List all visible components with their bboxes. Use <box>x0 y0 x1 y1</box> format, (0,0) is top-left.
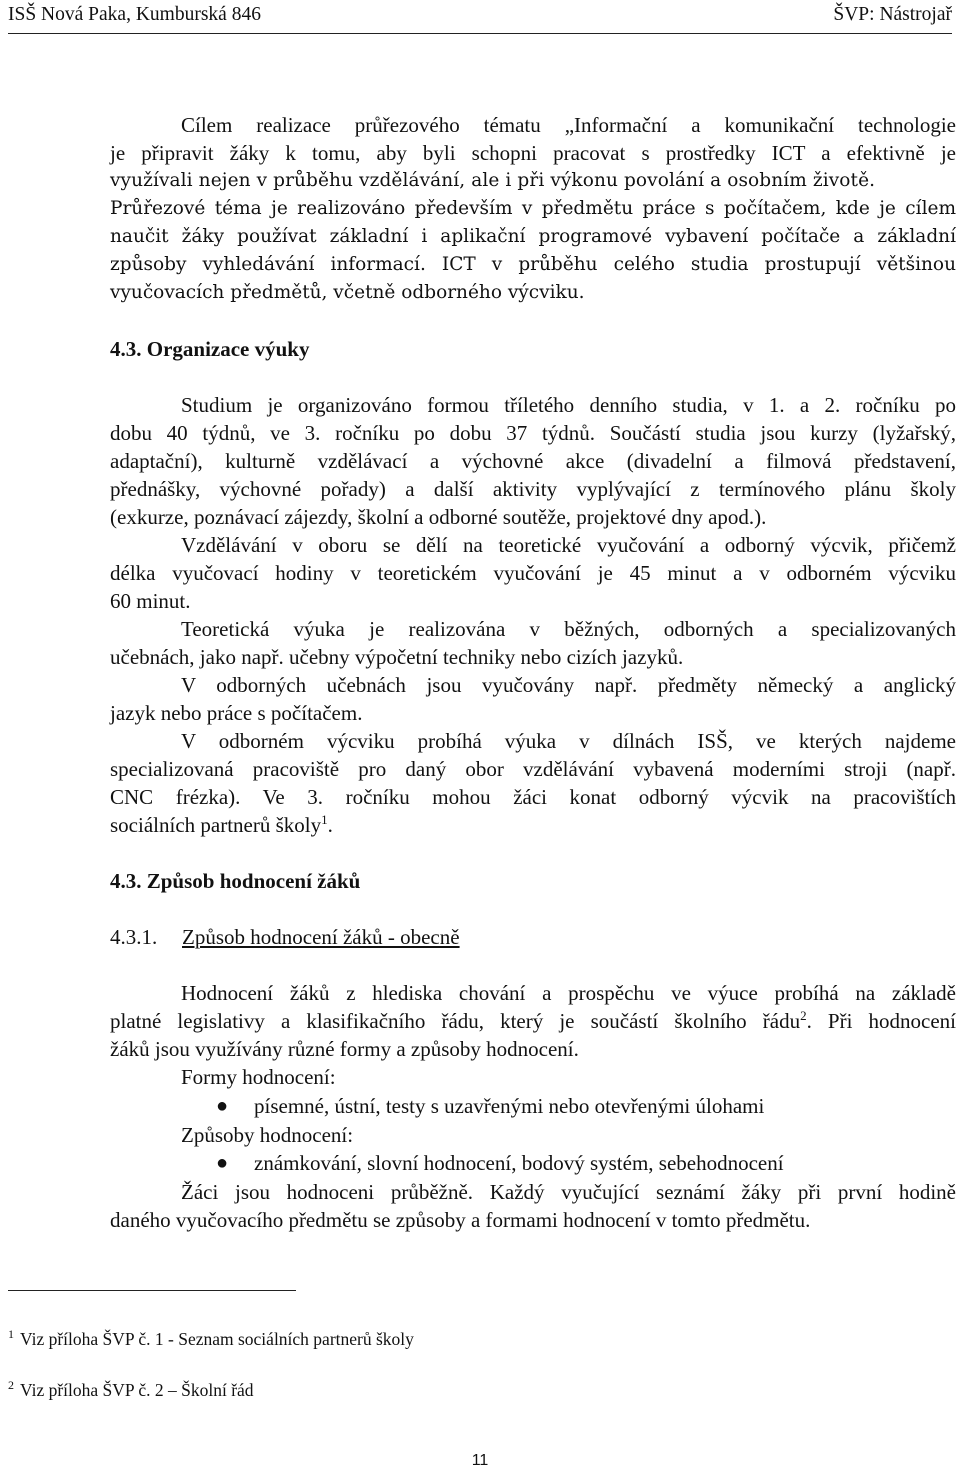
footnote <box>8 1329 414 1350</box>
text-line-with-footnote <box>110 1007 956 1035</box>
footnote-number: 1 <box>8 1327 14 1341</box>
list-item-text: písemné, ústní, testy s uzavřenými nebo otevřenými úlohami <box>254 1094 765 1118</box>
text-line: vyučovacích předmětů, včetně odborného výcviku. <box>110 282 585 303</box>
text-line: Cílem realizace průřezového tématu „Informační a komunikační technologie <box>181 113 956 137</box>
section-heading: 4.3. Způsob hodnocení žáků <box>110 869 361 893</box>
text-line: specializovaná pracoviště pro daný obor vzdělávání vybavená moderními stroji (např. <box>110 757 956 781</box>
footnote <box>8 1380 254 1401</box>
footnote-divider <box>8 1290 296 1291</box>
text-line: naučit žáky používat základní i aplikační programové vybavení počítače a základní <box>110 226 956 247</box>
subsection-heading <box>110 925 460 950</box>
text-line: způsoby vyhledávání informací. ICT v průběhu celého studia prostupují většinou <box>110 254 956 275</box>
text-line: Vzdělávání v oboru se dělí na teoretické vyučování a odborný výcvik, přičemž <box>181 533 956 557</box>
text-line: adaptační), kulturně vzdělávací a výchovné akce (divadelní a filmová představení, <box>110 449 956 473</box>
text-line: přednášky, výchovné pořady) a další aktivity vyplývající z termínového plánu školy <box>110 477 956 501</box>
text-line: Teoretická výuka je realizována v běžných, odborných a specializovaných <box>181 617 956 641</box>
text-line: žáků jsou využívány různé formy a způsoby hodnocení. <box>110 1037 579 1061</box>
section-heading: 4.3. Organizace výuky <box>110 337 310 361</box>
header-school: ISŠ Nová Paka, Kumburská 846 <box>8 4 261 25</box>
text-line: Studium je organizováno formou tříletého denního studia, v 1. a 2. ročníku po <box>181 393 956 417</box>
page-number: 11 <box>471 1452 489 1469</box>
text-line: 60 minut. <box>110 589 191 613</box>
text-line: V odborných učebnách jsou vyučovány např. předměty německý a anglický <box>181 673 956 697</box>
bullet-icon: ● <box>216 1152 229 1174</box>
text-line: délka vyučovací hodiny v teoretickém vyučování je 45 minut a v odborném výcviku <box>110 561 956 585</box>
footnote-number: 2 <box>8 1378 14 1392</box>
text-line: je připravit žáky k tomu, aby byli schopni pracovat s prostředky ICT a efektivně je <box>110 141 956 165</box>
methods-label: Způsoby hodnocení: <box>181 1123 354 1147</box>
text-line: jazyk nebo práce s počítačem. <box>110 701 363 725</box>
footnote-text: Viz příloha ŠVP č. 2 – Školní řád <box>20 1380 254 1400</box>
text-line: Hodnocení žáků z hlediska chování a prospěchu ve výuce probíhá na základě <box>181 981 956 1005</box>
text-span: platné legislativy a klasifikačního řádu, který je součástí školního řádu <box>110 1009 801 1033</box>
text-line: Průřezové téma je realizováno především v předmětu práce s počítačem, kde je cílem <box>110 198 956 219</box>
text-line: využívali nejen v průběhu vzdělávání, ale i při výkonu povolání a osobním životě. <box>110 170 876 191</box>
text-span: . <box>327 813 333 837</box>
bullet-icon: ● <box>216 1095 229 1117</box>
text-line: CNC frézka). Ve 3. ročníku mohou žáci konat odborný výcvik na pracovištích <box>110 785 956 809</box>
subsection-number: 4.3.1. <box>110 925 158 949</box>
subsection-title: Způsob hodnocení žáků - obecně <box>182 925 460 949</box>
text-line: (exkurze, poznávací zájezdy, školní a odborné soutěže, projektové dny apod.). <box>110 505 767 529</box>
text-line: V odborném výcviku probíhá výuka v dílnách ISŠ, ve kterých najdeme <box>181 729 956 753</box>
text-line-with-footnote <box>110 811 956 839</box>
text-line: Žáci jsou hodnoceni průběžně. Každý vyučující seznámí žáky při první hodině <box>181 1180 956 1204</box>
text-line: učebnách, jako např. učebny výpočetní techniky nebo cizích jazyků. <box>110 645 684 669</box>
text-span: sociálních partnerů školy <box>110 813 322 837</box>
footnote-text: Viz příloha ŠVP č. 1 - Seznam sociálních partnerů školy <box>20 1329 414 1349</box>
footnote-ref: 1 <box>321 812 328 827</box>
header-divider <box>8 33 952 34</box>
header-program: ŠVP: Nástrojař <box>833 4 952 25</box>
page-header <box>8 4 952 30</box>
text-span: . Při hodnocení <box>806 1009 957 1033</box>
forms-label: Formy hodnocení: <box>181 1065 336 1089</box>
text-line: daného vyučovacího předmětu se způsoby a formami hodnocení v tomto předmětu. <box>110 1208 811 1232</box>
footnote-ref: 2 <box>800 1008 807 1023</box>
text-line: dobu 40 týdnů, ve 3. ročníku po dobu 37 týdnů. Součástí studia jsou kurzy (lyžařský, <box>110 421 956 445</box>
list-item-text: známkování, slovní hodnocení, bodový systém, sebehodnocení <box>254 1151 784 1175</box>
